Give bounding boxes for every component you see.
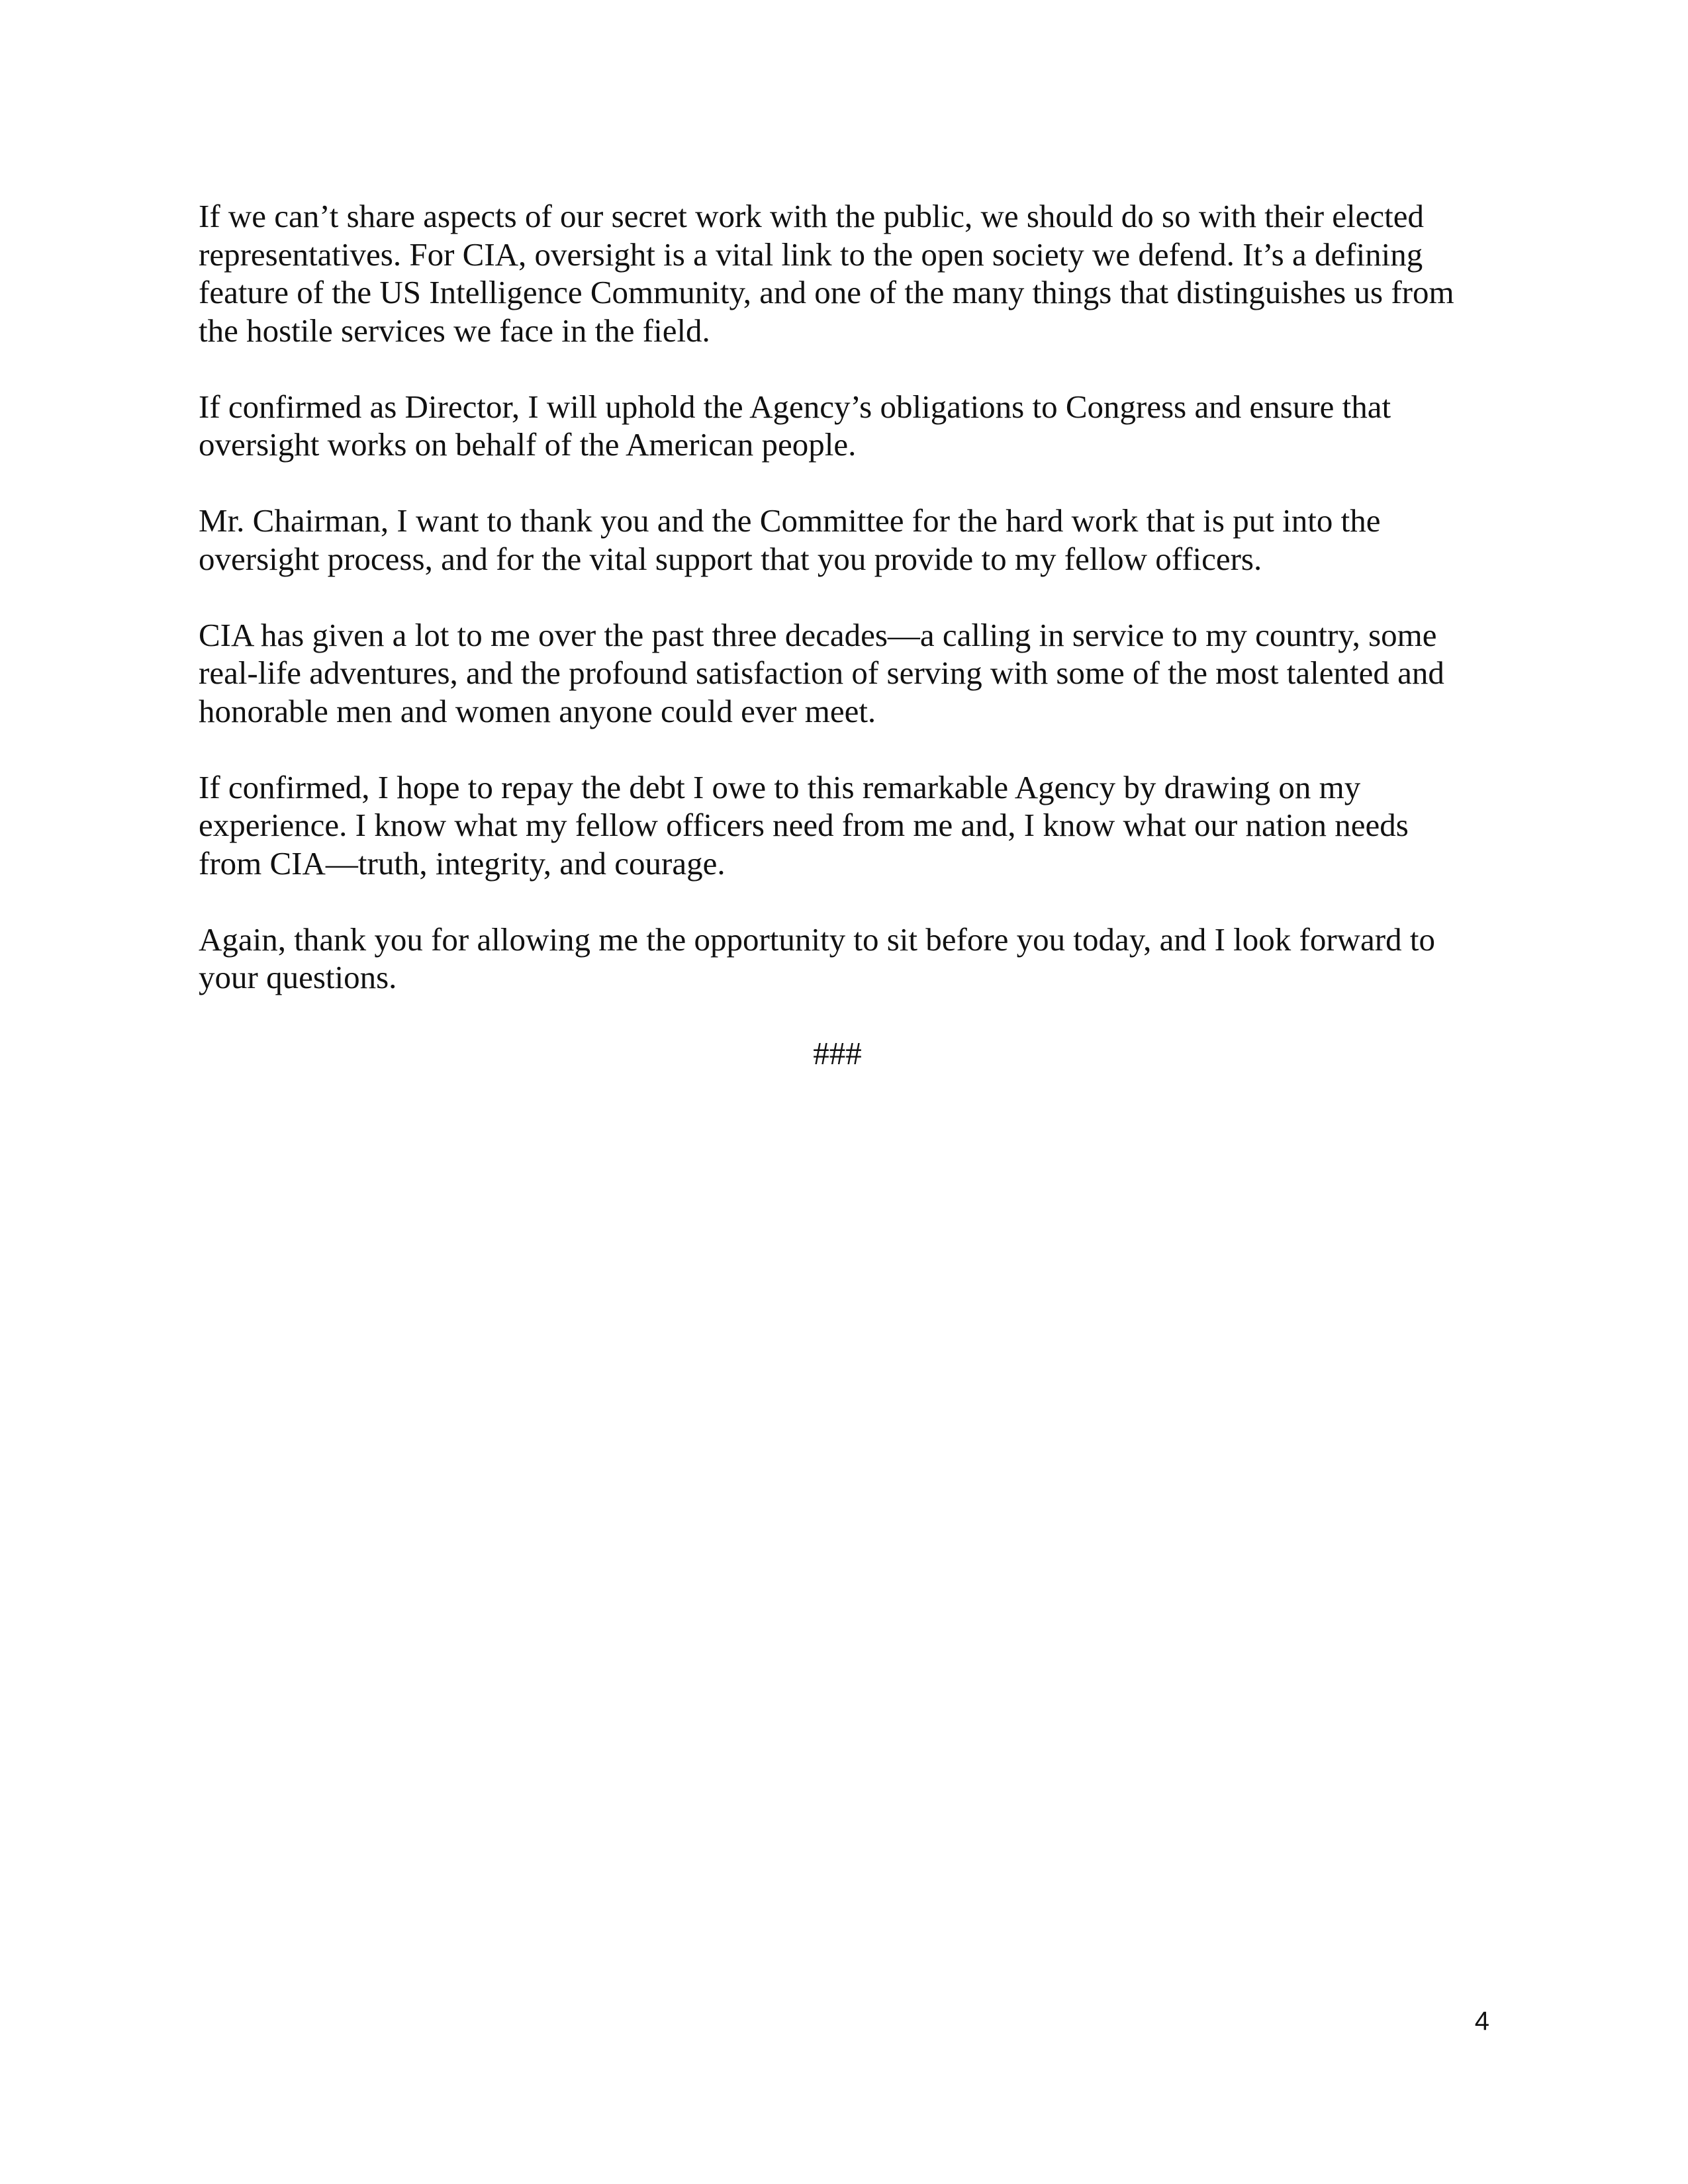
text-line: oversight works on behalf of the American people.	[199, 426, 857, 463]
text-line: representatives. For CIA, oversight is a vital link to the open society we defend. It’s a defining	[199, 236, 1423, 273]
document-body	[199, 197, 1489, 1073]
text-line: If confirmed as Director, I will uphold the Agency’s obligations to Congress and ensure that	[199, 388, 1391, 425]
text-line: If confirmed, I hope to repay the debt I owe to this remarkable Agency by drawing on my	[199, 768, 1361, 805]
text-line: experience. I know what my fellow officers need from me and, I know what our nation needs	[199, 807, 1409, 843]
text-line: CIA has given a lot to me over the past three decades—a calling in service to my country, some	[199, 616, 1437, 653]
paragraph-closing	[199, 921, 1489, 997]
page-number: 4	[1474, 2007, 1489, 2036]
text-line: from CIA—truth, integrity, and courage.	[199, 844, 726, 882]
text-line: oversight process, and for the vital support that you provide to my fellow officers.	[199, 540, 1262, 577]
paragraph-thank-committee	[199, 502, 1489, 578]
text-line: honorable men and women anyone could ever meet.	[199, 692, 876, 729]
text-line: your questions.	[199, 959, 397, 995]
text-line: If we can’t share aspects of our secret work with the public, we should do so with their elected	[199, 198, 1424, 234]
paragraph-uphold-obligations	[199, 388, 1489, 464]
text-line: the hostile services we face in the field.	[199, 312, 710, 349]
paragraph-oversight-link	[199, 197, 1489, 349]
text-line: real-life adventures, and the profound satisfaction of serving with some of the most talented and	[199, 655, 1444, 691]
text-line: feature of the US Intelligence Community, and one of the many things that distinguishes us from	[199, 274, 1454, 310]
paragraph-repay-debt	[199, 768, 1489, 883]
text-line: Mr. Chairman, I want to thank you and the Committee for the hard work that is put into the	[199, 502, 1381, 539]
text-line: Again, thank you for allowing me the opportunity to sit before you today, and I look forward to	[199, 921, 1435, 958]
paragraph-three-decades	[199, 616, 1489, 731]
end-mark: ###	[813, 1035, 862, 1071]
